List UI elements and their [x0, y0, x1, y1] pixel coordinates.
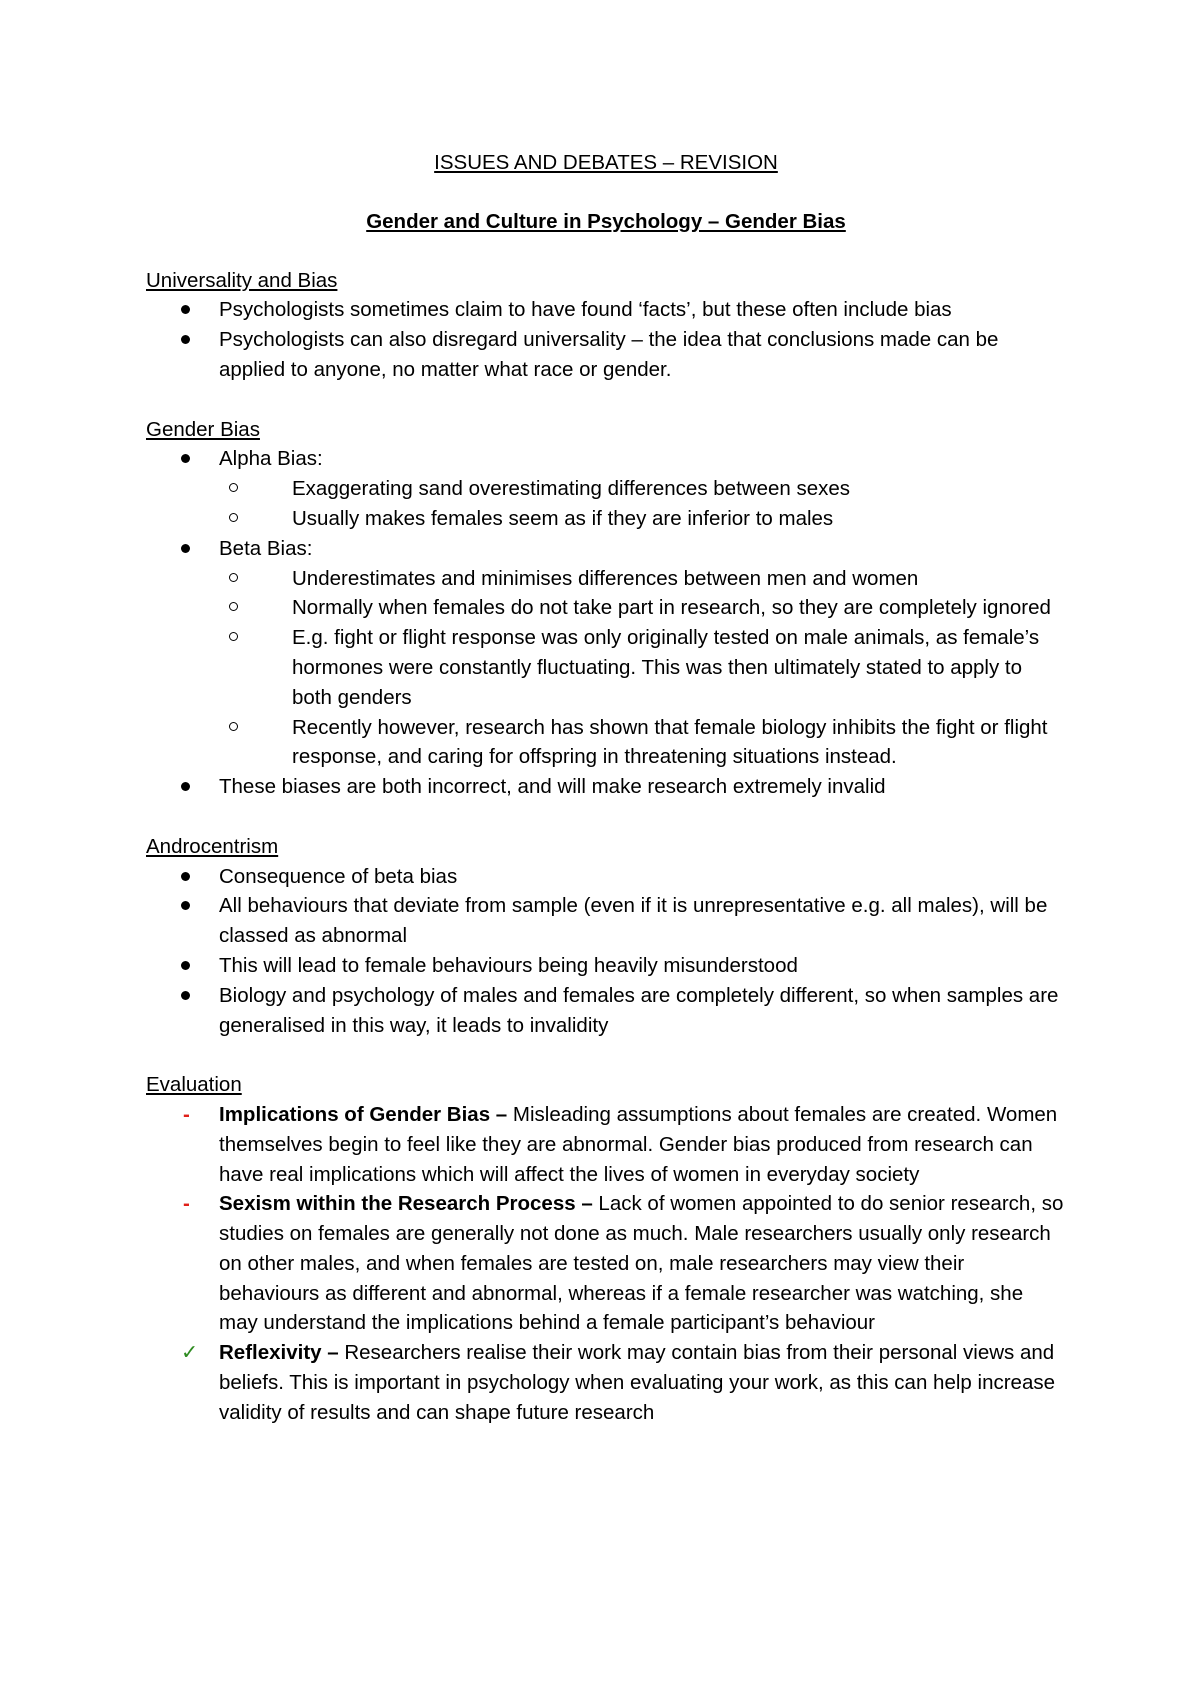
sublist-item-text: Exaggerating sand overestimating differences between sexes	[292, 477, 851, 501]
bullet-icon	[181, 305, 190, 314]
sublist-item	[219, 593, 1066, 623]
list-item	[146, 981, 1066, 1041]
list-item	[146, 891, 1066, 951]
list-item	[146, 951, 1066, 981]
evaluation-item-negative	[146, 1189, 1066, 1338]
evaluation-item-positive	[146, 1338, 1066, 1427]
circle-bullet-icon	[229, 632, 238, 641]
document-content	[146, 148, 1066, 1457]
bullet-icon	[181, 901, 190, 910]
androcentrism-list	[146, 862, 1066, 1041]
evaluation-point-title: Implications of Gender Bias –	[219, 1102, 508, 1126]
alpha-bias-sublist	[219, 474, 1066, 534]
evaluation-point-title: Reflexivity –	[219, 1341, 339, 1365]
evaluation-point-text: Researchers realise their work may contain bias from their personal views and beliefs. This is important in psychology when evaluating your work, as this can help increase validity of results and can shape future research	[219, 1341, 1055, 1424]
list-item-text: Alpha Bias:	[219, 447, 323, 471]
evaluation-list	[146, 1100, 1066, 1428]
list-item	[146, 325, 1066, 385]
sublist-item-text: Underestimates and minimises differences between men and women	[292, 566, 919, 590]
androcentrism-section	[146, 832, 1066, 1041]
circle-bullet-icon	[229, 573, 238, 582]
bullet-icon	[181, 872, 190, 881]
minus-icon: -	[183, 1102, 190, 1126]
evaluation-point-text: Misleading assumptions about females are created. Women themselves begin to feel like they are abnormal. Gender bias produced from research can have real implications which will affect the lives of women in everyday society	[219, 1102, 1058, 1186]
sublist-item-text: E.g. fight or flight response was only originally tested on male animals, as female’s hormones were constantly fluctuating. This was then ultimately stated to apply to both genders	[292, 626, 1040, 709]
universality-list	[146, 295, 1066, 384]
list-item-text: Psychologists can also disregard universality – the idea that conclusions made can be applied to anyone, no matter what race or gender.	[219, 328, 999, 381]
list-item-text: Biology and psychology of males and females are completely different, so when samples are generalised in this way, it leads to invalidity	[219, 983, 1059, 1037]
list-item-text: Beta Bias:	[219, 536, 313, 560]
list-item-text: These biases are both incorrect, and will make research extremely invalid	[219, 775, 886, 799]
bullet-icon	[181, 454, 190, 463]
checkmark-icon: ✓	[181, 1341, 199, 1365]
sublist-item	[219, 564, 1066, 594]
evaluation-point-title: Sexism within the Research Process –	[219, 1192, 593, 1216]
sublist-item	[219, 474, 1066, 504]
sublist-item	[219, 504, 1066, 534]
sublist-item-text: Recently however, research has shown that female biology inhibits the fight or flight response, and caring for offspring in threatening situations instead.	[292, 715, 1048, 769]
universality-section	[146, 266, 1066, 385]
list-item-alpha-bias	[146, 444, 1066, 533]
list-item-text: This will lead to female behaviours being heavily misunderstood	[219, 953, 798, 977]
gender-bias-section	[146, 415, 1066, 802]
evaluation-heading: Evaluation	[146, 1073, 242, 1097]
bullet-icon	[181, 782, 190, 791]
sublist-item-text: Usually makes females seem as if they are inferior to males	[292, 506, 834, 530]
list-item-text: Consequence of beta bias	[219, 864, 458, 888]
evaluation-section	[146, 1070, 1066, 1428]
circle-bullet-icon	[229, 483, 238, 492]
list-item-text: Psychologists sometimes claim to have found ‘facts’, but these often include bias	[219, 298, 952, 322]
circle-bullet-icon	[229, 513, 238, 522]
bullet-icon	[181, 335, 190, 344]
bullet-icon	[181, 991, 190, 1000]
document-title: ISSUES AND DEBATES – REVISION	[434, 151, 778, 174]
circle-bullet-icon	[229, 722, 238, 731]
minus-icon: -	[183, 1192, 190, 1216]
list-item	[146, 295, 1066, 325]
beta-bias-sublist	[219, 564, 1066, 773]
list-item-text: All behaviours that deviate from sample (even if it is unrepresentative e.g. all males), will be classed as abnormal	[219, 894, 1048, 948]
sublist-item	[219, 713, 1066, 773]
circle-bullet-icon	[229, 602, 238, 611]
bullet-icon	[181, 544, 190, 553]
bullet-icon	[181, 961, 190, 970]
list-item-conclusion	[146, 772, 1066, 802]
universality-heading: Universality and Bias	[146, 268, 338, 292]
list-item	[146, 862, 1066, 892]
evaluation-item-negative	[146, 1100, 1066, 1189]
gender-bias-heading: Gender Bias	[146, 417, 260, 441]
gender-bias-list	[146, 444, 1066, 802]
list-item-beta-bias	[146, 534, 1066, 772]
sublist-item	[219, 623, 1066, 712]
evaluation-point-text: Lack of women appointed to do senior research, so studies on females are generally not done as much. Male researchers usually only research on other males, and when females are tested on, male researchers may view their behaviours as different and abnormal, whereas if a female researcher was watching, she may understand the implications behind a female participant’s behaviour	[219, 1192, 1064, 1335]
document-subtitle: Gender and Culture in Psychology – Gender Bias	[366, 209, 846, 233]
sublist-item-text: Normally when females do not take part in research, so they are completely ignored	[292, 596, 1051, 620]
androcentrism-heading: Androcentrism	[146, 834, 279, 858]
